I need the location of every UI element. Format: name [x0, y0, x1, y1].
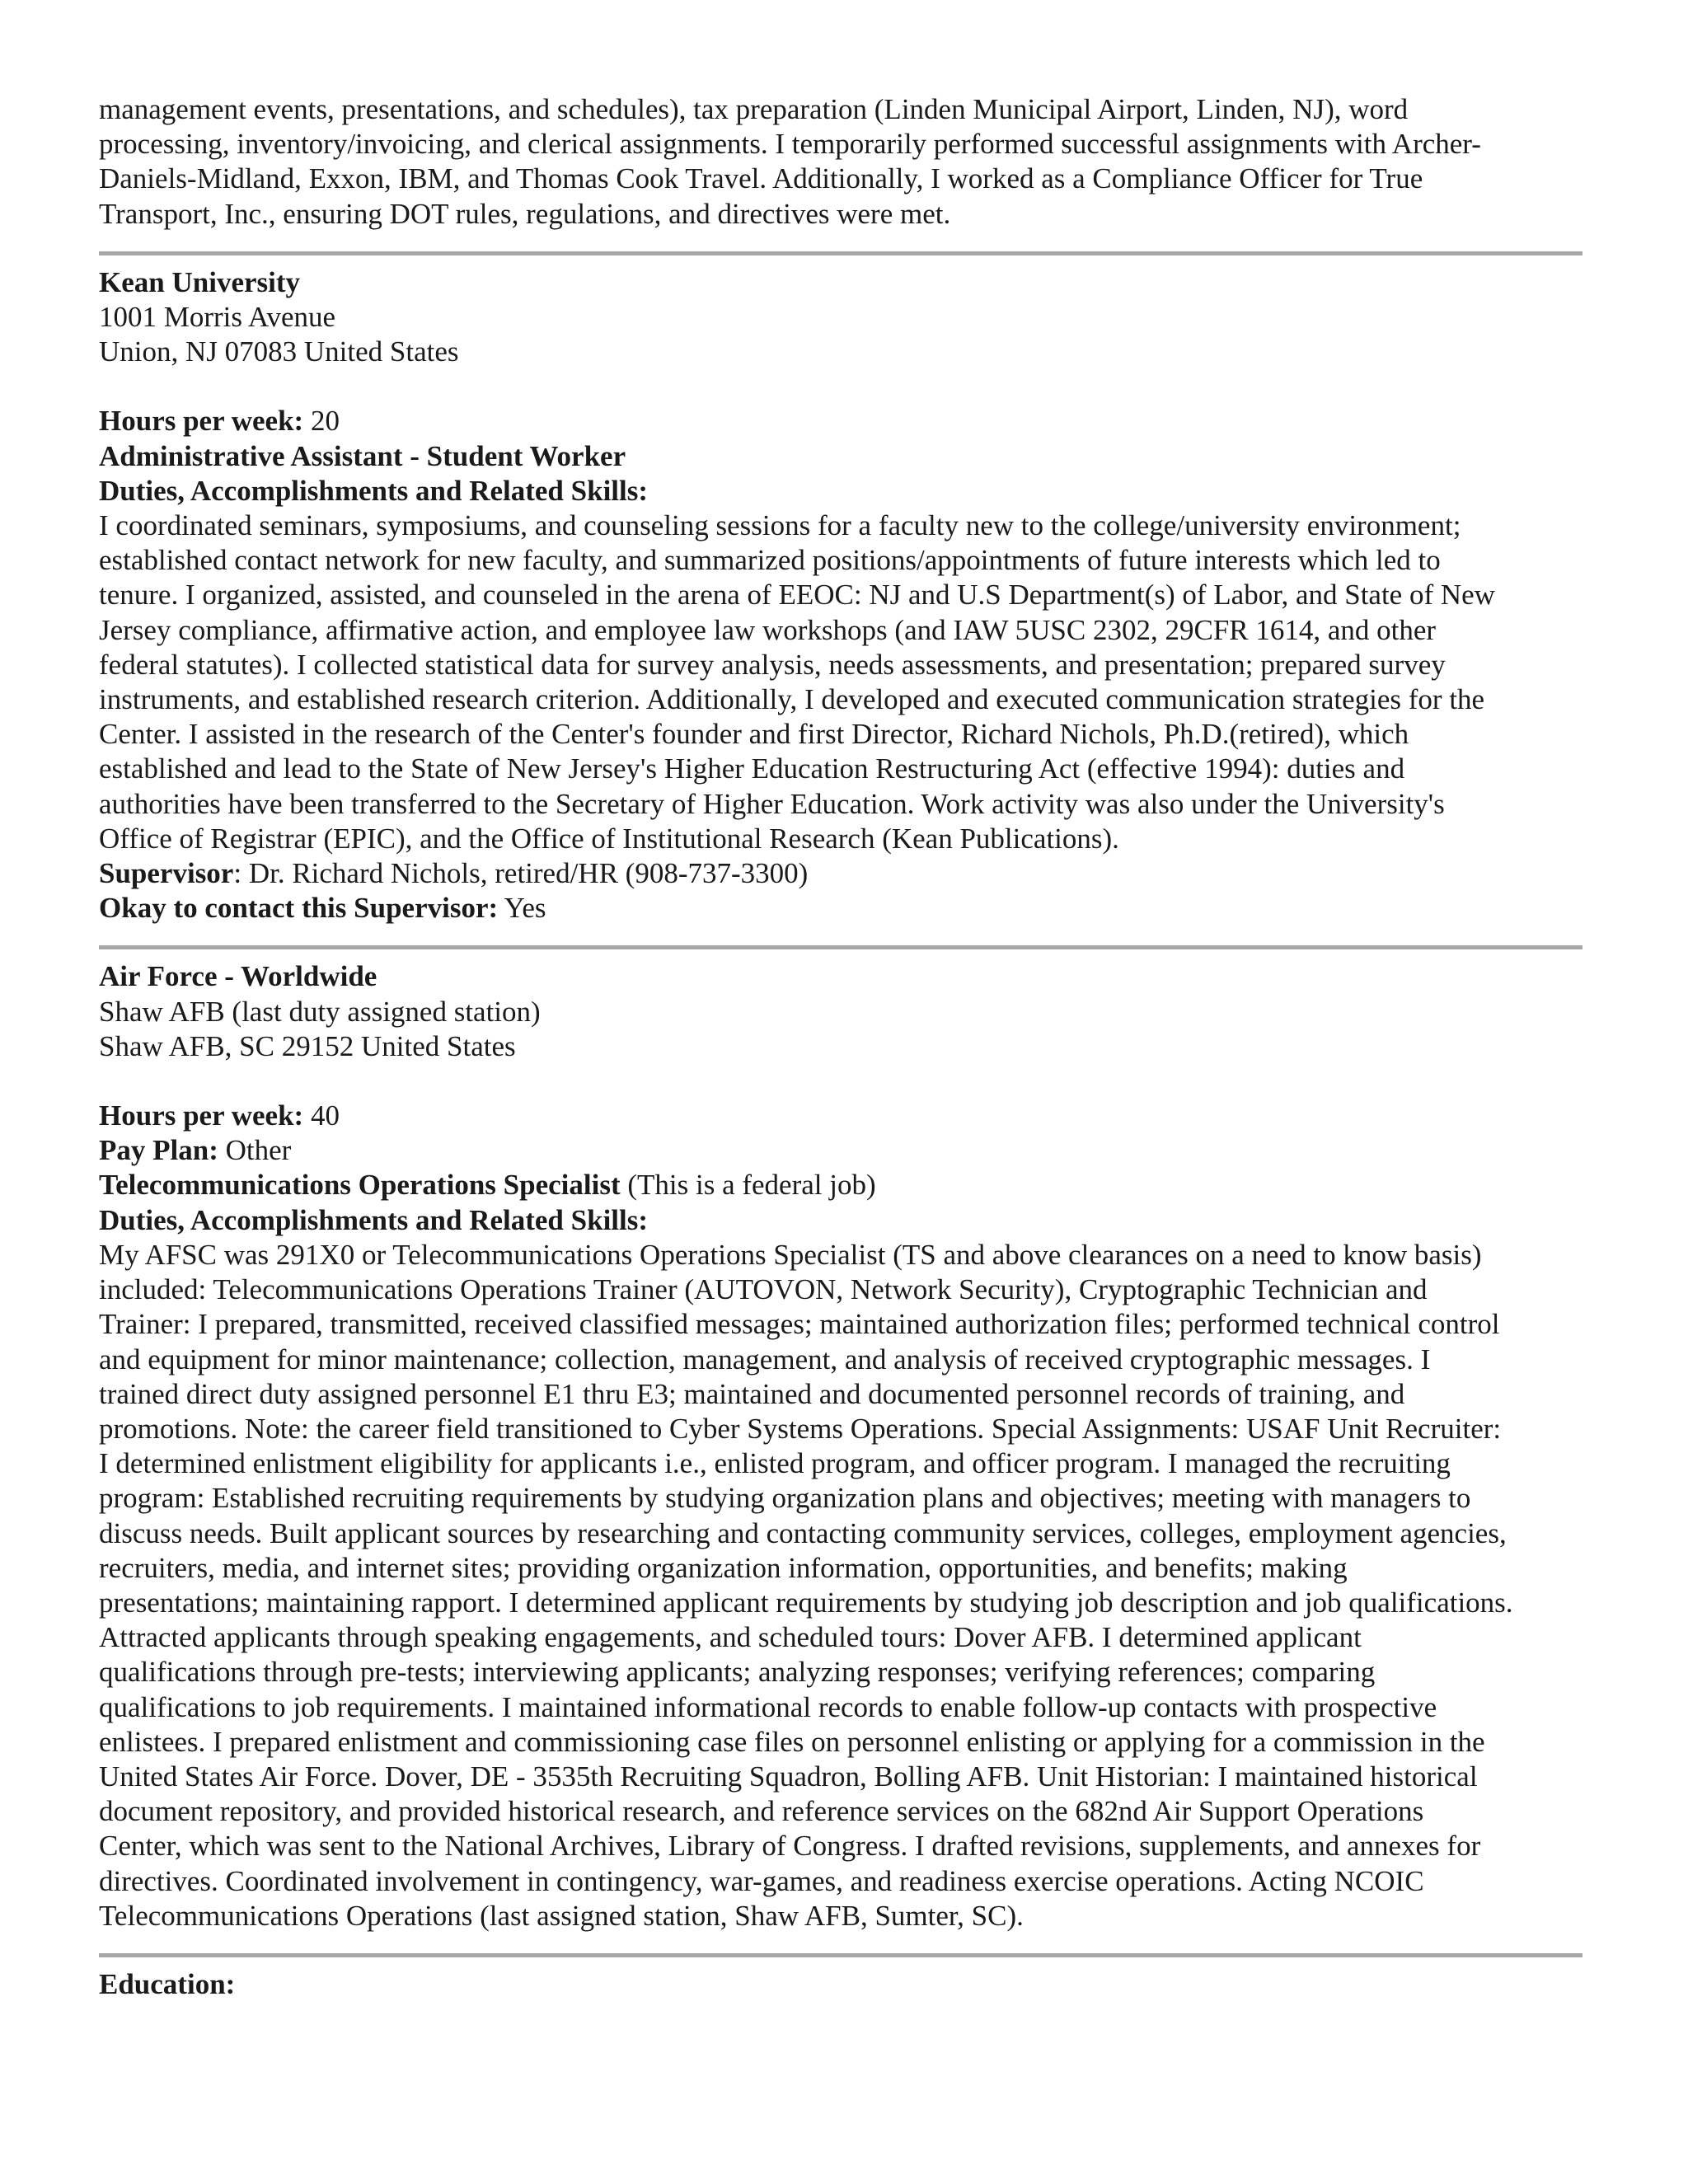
- hours-label: Hours per week:: [99, 405, 304, 438]
- hours-value: 20: [303, 405, 340, 438]
- duties-line: discuss needs. Built applicant sources by researching and contacting community services, colleges, employment agencies,: [99, 1516, 1507, 1549]
- contact-value: Yes: [498, 892, 546, 925]
- duties-line: document repository, and provided historical research, and reference services on the 682nd Air Support Operations: [99, 1795, 1424, 1828]
- duties-heading: Duties, Accomplishments and Related Skills:: [99, 1203, 649, 1236]
- duties-line: Jersey compliance, affirmative action, and employee law workshops (and IAW 5USC 2302, 29CFR 1614, and other: [99, 613, 1437, 646]
- job-title-note: (This is a federal job): [620, 1169, 876, 1202]
- supervisor: [99, 856, 1582, 891]
- employer-address-line: Shaw AFB, SC 29152 United States: [99, 1029, 516, 1062]
- duties-line: Trainer: I prepared, transmitted, received classified messages; maintained authorization files; performed technical control: [99, 1308, 1500, 1341]
- duties-line: federal statutes). I collected statistical data for survey analysis, needs assessments, and presentation; prepared survey: [99, 648, 1446, 681]
- hours-value: 40: [303, 1099, 340, 1132]
- duties-line: Telecommunications Operations (last assigned station, Shaw AFB, Sumter, SC).: [99, 1899, 1024, 1932]
- pay-plan: [99, 1133, 1582, 1168]
- hours-per-week: [99, 404, 1582, 438]
- duties-line: presentations; maintaining rapport. I determined applicant requirements by studying job description and job qualifications.: [99, 1586, 1513, 1619]
- hours-label: Hours per week:: [99, 1099, 304, 1132]
- duties-text: [99, 1238, 1582, 1933]
- pay-plan-label: Pay Plan:: [99, 1134, 218, 1167]
- duties-line: Attracted applicants through speaking engagements, and scheduled tours: Dover AFB. I determined applicant: [99, 1621, 1362, 1654]
- intro-paragraph: [99, 92, 1582, 232]
- duties-text: [99, 509, 1582, 856]
- duties-line: included: Telecommunications Operations Trainer (AUTOVON, Network Security), Cryptographic Technician and: [99, 1273, 1428, 1306]
- employer-name: Kean University: [99, 265, 301, 298]
- section-divider: [99, 1953, 1582, 1957]
- job-title: Administrative Assistant - Student Worker: [99, 439, 626, 472]
- intro-line: Transport, Inc., ensuring DOT rules, regulations, and directives were met.: [99, 197, 951, 230]
- employer-name: Air Force - Worldwide: [99, 960, 377, 993]
- duties-line: recruiters, media, and internet sites; providing organization information, opportunities, and benefits; making: [99, 1551, 1348, 1584]
- employer-address-line: Union, NJ 07083 United States: [99, 335, 459, 368]
- intro-line: processing, inventory/invoicing, and clerical assignments. I temporarily performed successful assignments with Archer-: [99, 128, 1481, 161]
- section-divider: [99, 251, 1582, 255]
- contact-label: Okay to contact this Supervisor:: [99, 892, 499, 925]
- contact-permission: [99, 891, 1582, 926]
- employer-address-line: 1001 Morris Avenue: [99, 301, 336, 334]
- pay-plan-value: Other: [218, 1134, 292, 1167]
- job-title-line: [99, 1168, 1582, 1202]
- section-divider: [99, 945, 1582, 949]
- employer-address-line: Shaw AFB (last duty assigned station): [99, 995, 541, 1028]
- duties-heading: Duties, Accomplishments and Related Skills:: [99, 474, 649, 507]
- resume-page: [99, 92, 1582, 2002]
- duties-line: established contact network for new faculty, and summarized positions/appointments of future interests which led to: [99, 544, 1441, 577]
- duties-line: Office of Registrar (EPIC), and the Office of Institutional Research (Kean Publications).: [99, 822, 1119, 855]
- duties-line: United States Air Force. Dover, DE - 3535th Recruiting Squadron, Bolling AFB. Unit Historian: I maintained historical: [99, 1760, 1478, 1793]
- duties-line: established and lead to the State of New Jersey's Higher Education Restructuring Act (effective 1994): duties and: [99, 752, 1405, 785]
- duties-line: My AFSC was 291X0 or Telecommunications Operations Specialist (TS and above clearances on a need to know basis): [99, 1238, 1482, 1271]
- supervisor-value: : Dr. Richard Nichols, retired/HR (908-737-3300): [233, 857, 809, 890]
- duties-line: instruments, and established research criterion. Additionally, I developed and executed communication strategies for the: [99, 683, 1485, 716]
- hours-per-week: [99, 1099, 1582, 1133]
- duties-line: trained direct duty assigned personnel E1 thru E3; maintained and documented personnel records of training, and: [99, 1377, 1405, 1410]
- duties-line: I coordinated seminars, symposiums, and counseling sessions for a faculty new to the college/university environment;: [99, 509, 1461, 542]
- intro-line: Daniels-Midland, Exxon, IBM, and Thomas Cook Travel. Additionally, I worked as a Compliance Officer for True: [99, 162, 1423, 195]
- job-title: Telecommunications Operations Specialist: [99, 1169, 621, 1202]
- duties-line: tenure. I organized, assisted, and counseled in the arena of EEOC: NJ and U.S Department(s) of Labor, and State of New: [99, 579, 1495, 612]
- duties-line: Center. I assisted in the research of the Center's founder and first Director, Richard Nichols, Ph.D.(retired), which: [99, 718, 1409, 751]
- duties-line: program: Established recruiting requirements by studying organization plans and objectives; meeting with managers to: [99, 1482, 1471, 1515]
- duties-line: Center, which was sent to the National Archives, Library of Congress. I drafted revisions, supplements, and annexes for: [99, 1830, 1481, 1863]
- job-entry-kean: [99, 265, 1582, 926]
- duties-line: qualifications to job requirements. I maintained informational records to enable follow-up contacts with prospective: [99, 1690, 1437, 1723]
- duties-line: I determined enlistment eligibility for applicants i.e., enlisted program, and officer program. I managed the recruiting: [99, 1447, 1451, 1480]
- duties-line: directives. Coordinated involvement in contingency, war-games, and readiness exercise operations. Acting NCOIC: [99, 1864, 1424, 1897]
- duties-line: enlistees. I prepared enlistment and commissioning case files on personnel enlisting or applying for a commission in the: [99, 1725, 1485, 1758]
- duties-line: authorities have been transferred to the Secretary of Higher Education. Work activity was also under the University's: [99, 787, 1445, 820]
- supervisor-label: Supervisor: [99, 857, 234, 890]
- duties-line: promotions. Note: the career field transitioned to Cyber Systems Operations. Special Assignments: USAF Unit Recruiter:: [99, 1412, 1502, 1445]
- education-heading: Education:: [99, 1967, 236, 2000]
- job-entry-air-force: [99, 959, 1582, 1933]
- duties-line: qualifications through pre-tests; interviewing applicants; analyzing responses; verifying references; comparing: [99, 1656, 1376, 1689]
- duties-line: and equipment for minor maintenance; collection, management, and analysis of received cryptographic messages. I: [99, 1343, 1431, 1376]
- intro-line: management events, presentations, and schedules), tax preparation (Linden Municipal Airport, Linden, NJ), word: [99, 93, 1409, 125]
